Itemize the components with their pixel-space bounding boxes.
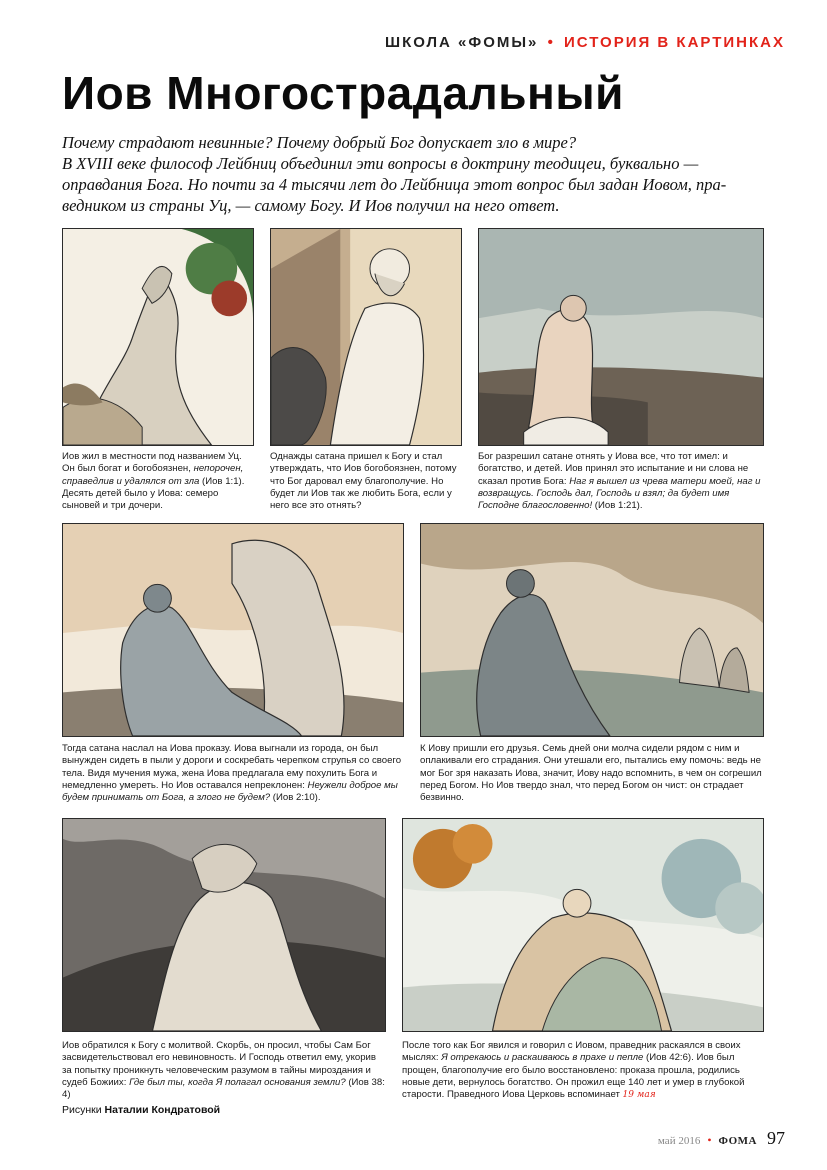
caption-quote: Наг я вышел из чрева матери моей, наг и возвращусь. Господь дал, Господь и взял; да будет имя Господне благословенно! xyxy=(478,475,761,512)
caption-1 xyxy=(62,451,254,512)
illustration-panel-4 xyxy=(62,523,404,737)
illustration-panel-6 xyxy=(62,818,386,1032)
credit-name: Наталии Кондратовой xyxy=(104,1104,221,1116)
caption-text: (Иов 2:10). xyxy=(270,792,321,804)
rubric-separator: • xyxy=(547,34,555,51)
lead-line: ведником из страны Уц, — самому Богу. И Иов получил на него ответ. xyxy=(62,196,560,215)
illustration-panel-5 xyxy=(420,523,764,737)
magazine-name: ФОМА xyxy=(718,1135,757,1147)
caption-6 xyxy=(62,1040,386,1101)
caption-quote: Где был ты, когда Я полагал основания земли? xyxy=(129,1076,346,1088)
page-footer xyxy=(658,1128,785,1149)
lead-line: В XVIII веке философ Лейбниц объединил эти вопросы в доктрину теодицеи, буквально — xyxy=(62,154,699,173)
caption-text: (Иов 1:21). xyxy=(592,500,643,512)
caption-7 xyxy=(402,1040,764,1101)
illustration-panel-2 xyxy=(270,228,462,446)
caption-5 xyxy=(420,743,764,804)
caption-text: (Иов 42:6). Иов был прощен, благополучие его было восстановлено: проказа прошла, родились новые дети, вернулось богатство. Он прожил еще 140 лет и умер в глубокой старости. Праведного Иова Церковь вспоминает xyxy=(402,1052,745,1101)
rubric-section: ИСТОРИЯ В КАРТИНКАХ xyxy=(564,34,785,51)
illustration-credit xyxy=(62,1104,220,1116)
page-title: Иов Многострадальный xyxy=(62,67,624,119)
caption-4 xyxy=(62,743,404,804)
issue-date: май 2016 xyxy=(657,1135,701,1147)
caption-2 xyxy=(270,451,462,512)
caption-text: Иов жил в местности под названием Уц. Он был богат и богобоязнен, xyxy=(62,451,242,475)
rubric-header xyxy=(385,34,785,51)
lead-line: Почему страдают невинные? Почему добрый Бог допускает зло в мире? xyxy=(62,133,577,152)
caption-text: (Иов 38: 4) xyxy=(62,1076,385,1101)
caption-text: Тогда сатана наслал на Иова проказу. Иова выгнали из города, он был вынужден сидеть в пыли у дороги и соскребать черепком струпья со своего тела. Видя мучения мужа, жена Иова предлагала ему похулить Бога и немедленно умереть. Но Иов оставался непреклонен: xyxy=(62,743,402,791)
date-stamp: 19 мая xyxy=(622,1090,656,1101)
caption-text: Бог разрешил сатане отнять у Иова все, что тот имел: и богатство, и детей. Иов принял это испытание и ни слова не сказал против Бога: xyxy=(478,451,749,487)
lead-paragraph xyxy=(62,132,772,216)
lead-line: оправдания Бога. Но почти за 4 тысячи лет до Лейбница этот вопрос был задан Иовом, пра- xyxy=(62,175,727,194)
illustration-panel-7 xyxy=(402,818,764,1032)
credit-prefix: Рисунки xyxy=(62,1104,105,1116)
rubric-school: ШКОЛА «ФОМЫ» xyxy=(385,34,539,51)
caption-text: После того как Бог явился и говорил с Иовом, праведник раскаялся в своих мыслях: xyxy=(402,1040,741,1064)
caption-text: Однажды сатана пришел к Богу и стал утверждать, что Иов богобоязнен, потому что Бог даровал ему благополучие. Но будет ли Иов так же любить Бога, если у него все это отнять? xyxy=(270,451,457,512)
caption-quote: Неужели доброе мы будем принимать от Бога, а злого не будем? xyxy=(62,779,398,804)
caption-3 xyxy=(478,451,764,512)
footer-separator: • xyxy=(707,1133,712,1147)
caption-text: (Иов 1:1). Десять детей было у Иова: семеро сыновей и три дочери. xyxy=(62,475,245,512)
caption-text: К Иову пришли его друзья. Семь дней они молча сидели рядом с ним и оплакивали его страдания. Они утешали его, пытались ему помочь: ведь не мог Бог зря наказать Иова, значит, Иову надо вспомнить, в чем он согрешил перед Богом. Но Иов твердо знал, что перед Богом он чист: он страдает безвинно. xyxy=(420,743,762,804)
caption-text: Иов обратился к Богу с молитвой. Скорбь, он просил, чтобы Сам Бог засвидетельствовал его невиновность. И Господь ответил ему, укорив за попытку проникнуть человеческим разумом в тайны мироздания и судеб Божиих: xyxy=(62,1040,377,1088)
page-number: 97 xyxy=(767,1128,785,1148)
caption-quote: непорочен, справедлив и удалялся от зла xyxy=(62,463,244,487)
caption-quote: Я отрекаюсь и раскаиваюсь в прахе и пепле xyxy=(441,1052,644,1064)
illustration-panel-1 xyxy=(62,228,254,446)
illustration-panel-3 xyxy=(478,228,764,446)
